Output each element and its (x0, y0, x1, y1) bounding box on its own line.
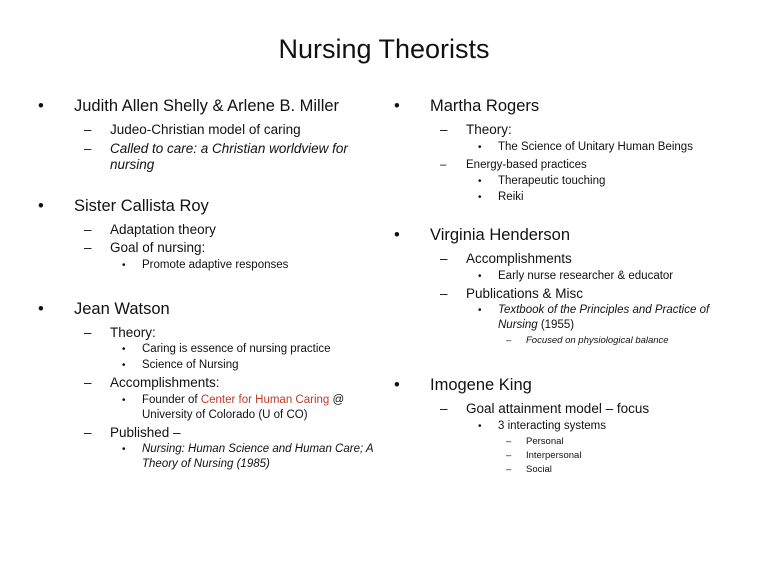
list-item: • Reiki (478, 191, 524, 203)
theorist-roy (36, 196, 388, 273)
list-item: – Adaptation theory (84, 221, 216, 237)
list-item: • Therapeutic touching (478, 175, 606, 187)
list-item: • The Science of Unitary Human Beings (478, 140, 693, 153)
theorist-heading: • Virginia Henderson (394, 226, 571, 244)
dash: – (506, 335, 512, 346)
bullet: • (478, 420, 482, 432)
center-for-human-caring-link[interactable]: Center for Human Caring (200, 393, 330, 406)
bullet: • (394, 226, 400, 244)
dash: – (440, 122, 448, 137)
bullet: • (38, 196, 44, 215)
theorist-heading: • Martha Rogers (394, 97, 540, 115)
theorist-heading: • Judith Allen Shelly & Arlene B. Miller (38, 97, 340, 115)
list-item: – Called to care: a Christian worldview for nursing (84, 140, 348, 172)
list-item: – Energy-based practices (440, 157, 742, 174)
dash: – (440, 251, 448, 266)
bullet: • (122, 259, 126, 271)
list-item: • Caring is essence of nursing practice (122, 343, 331, 355)
dash: – (84, 122, 92, 137)
bullet: • (122, 444, 126, 455)
dash: – (84, 140, 92, 156)
list-item: – Theory: (440, 122, 512, 137)
bullet: • (478, 141, 482, 153)
slide-title: Nursing Theorists (278, 34, 490, 64)
list-item: – Goal attainment model – focus (440, 401, 650, 416)
list-item: – Publications & Misc (440, 285, 584, 301)
list-item: – Personal (506, 435, 564, 447)
dash: – (506, 435, 512, 447)
list-item: • 3 interacting systems (478, 419, 607, 432)
bullet: • (122, 344, 126, 355)
theorist-king (392, 375, 742, 476)
list-item: – Accomplishments (440, 251, 572, 266)
dash: – (440, 158, 447, 171)
bullet: • (38, 299, 44, 318)
dash: – (84, 324, 92, 340)
theorist-rogers (392, 96, 742, 205)
list-item: • Nursing: Human Science and Human Care; A Theory of Nursing (1985) (122, 443, 374, 470)
dash: – (440, 401, 448, 416)
bullet: • (394, 97, 400, 115)
theorist-watson (36, 299, 388, 473)
dash: – (84, 424, 92, 440)
list-item: – Accomplishments: (84, 375, 220, 390)
list-item: – Goal of nursing: (84, 240, 206, 255)
dash: – (506, 449, 512, 461)
bullet: • (478, 305, 482, 316)
list-item: – Published – (84, 424, 181, 440)
dash: – (506, 463, 512, 475)
theorist-henderson (392, 225, 742, 347)
bullet: • (478, 176, 482, 187)
dash: – (84, 240, 92, 255)
bullet: • (394, 376, 400, 394)
list-item: • Promote adaptive responses (122, 258, 289, 271)
theorist-shelly-miller (36, 96, 388, 174)
theorist-heading: • Jean Watson (38, 299, 170, 318)
dash: – (84, 375, 92, 390)
list-item: • Science of Nursing (122, 359, 239, 371)
bullet: • (38, 97, 44, 115)
bullet: • (478, 192, 482, 203)
dash: – (440, 285, 448, 301)
right-column (392, 96, 742, 484)
list-item: – Social (506, 463, 552, 475)
theorist-heading: • Sister Callista Roy (38, 196, 209, 215)
list-item: • Founder of Center for Human Caring @ University of Colorado (U of CO) (122, 393, 345, 421)
dash: – (84, 221, 92, 237)
list-item: • Textbook of the Principles and Practice of Nursing (1955) (478, 304, 710, 331)
left-column (36, 96, 388, 480)
bullet: • (478, 270, 482, 282)
list-item: • Early nurse researcher & educator (478, 269, 674, 282)
list-item: – Focused on physiological balance (506, 335, 669, 346)
bullet: • (122, 394, 126, 406)
list-item: – Interpersonal (506, 449, 582, 461)
list-item: – Judeo-Christian model of caring (84, 122, 301, 137)
bullet: • (122, 360, 126, 371)
list-item: – Theory: (84, 324, 156, 340)
theorist-heading: • Imogene King (394, 376, 532, 394)
